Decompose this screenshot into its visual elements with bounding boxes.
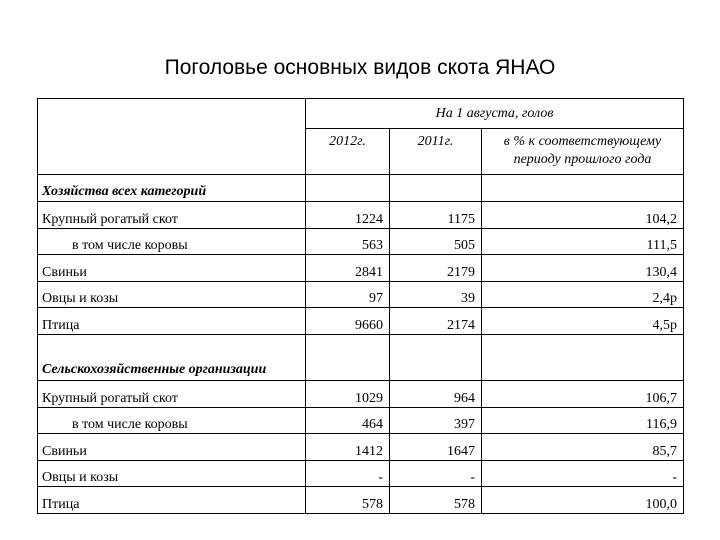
value-2011: 1175	[390, 202, 482, 229]
row-label: в том числе коровы	[38, 408, 306, 434]
value-2012: 563	[306, 229, 390, 255]
value-2012: 97	[306, 282, 390, 308]
value-2011: 964	[390, 381, 482, 408]
row-label: в том числе коровы	[38, 229, 306, 255]
value-2011: 39	[390, 282, 482, 308]
row-label: Свиньи	[38, 434, 306, 461]
value-2012: 1412	[306, 434, 390, 461]
value-2011: 505	[390, 229, 482, 255]
value-2011: -	[390, 461, 482, 487]
value-2012: 578	[306, 487, 390, 514]
value-percent: 4,5р	[482, 308, 684, 335]
value-2012: 9660	[306, 308, 390, 335]
value-2012: 1029	[306, 381, 390, 408]
row-label: Крупный рогатый скот	[38, 381, 306, 408]
table-row	[38, 434, 684, 461]
value-2012: 1224	[306, 202, 390, 229]
header-percent: в % к соответствующему периоду прошлого года	[482, 129, 684, 175]
value-percent: 130,4	[482, 255, 684, 282]
row-label: Птица	[38, 308, 306, 335]
table-row	[38, 381, 684, 408]
row-label: Птица	[38, 487, 306, 514]
value-2011: 2179	[390, 255, 482, 282]
row-label: Овцы и козы	[38, 282, 306, 308]
section-title-all: Хозяйства всех категорий	[38, 175, 306, 202]
livestock-table	[37, 98, 684, 514]
value-percent: 85,7	[482, 434, 684, 461]
table-row	[38, 408, 684, 434]
row-label: Овцы и козы	[38, 461, 306, 487]
value-percent: 116,9	[482, 408, 684, 434]
value-percent: 100,0	[482, 487, 684, 514]
value-2011: 397	[390, 408, 482, 434]
value-percent: 111,5	[482, 229, 684, 255]
value-2012: 464	[306, 408, 390, 434]
value-percent: -	[482, 461, 684, 487]
value-2011: 578	[390, 487, 482, 514]
table-row	[38, 487, 684, 514]
row-label: Крупный рогатый скот	[38, 202, 306, 229]
header-group: На 1 августа, голов	[306, 99, 684, 129]
header-2011: 2011г.	[390, 129, 482, 175]
value-2012: 2841	[306, 255, 390, 282]
value-percent: 2,4р	[482, 282, 684, 308]
value-percent: 106,7	[482, 381, 684, 408]
table-row	[38, 202, 684, 229]
page-title: Поголовье основных видов скота ЯНАО	[164, 56, 556, 79]
value-2012: -	[306, 461, 390, 487]
header-blank-cell	[38, 99, 306, 175]
value-2011: 2174	[390, 308, 482, 335]
table-row	[38, 282, 684, 308]
value-percent: 104,2	[482, 202, 684, 229]
table-row	[38, 308, 684, 335]
table-row	[38, 229, 684, 255]
table-row	[38, 461, 684, 487]
table-row	[38, 255, 684, 282]
row-label: Свиньи	[38, 255, 306, 282]
value-2011: 1647	[390, 434, 482, 461]
header-2012: 2012г.	[306, 129, 390, 175]
section-title-agro: Сельскохозяйственные организации	[38, 335, 306, 381]
